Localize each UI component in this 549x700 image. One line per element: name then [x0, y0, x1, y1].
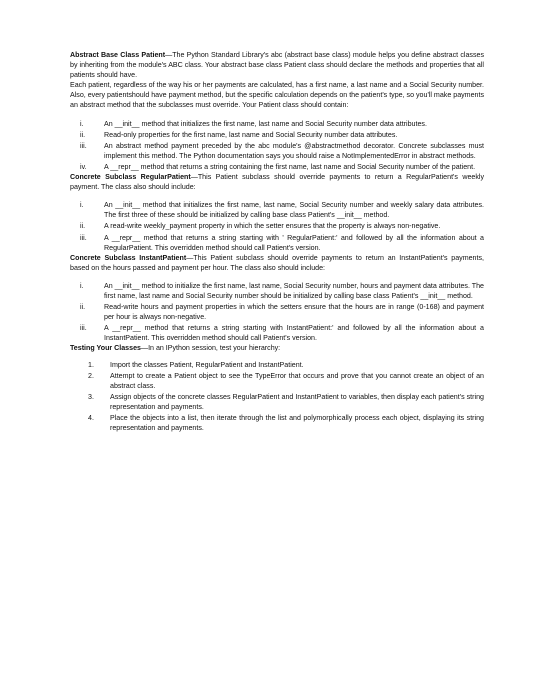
list-item: i. An __init__ method that initializes the first name, last name and Social Security number data attributes.	[80, 119, 427, 128]
instant-intro: Concrete Subclass InstantPatient—This Patient subclass should override payments to return an InstantPatient's payments, based on the hours passed and payment per hour. The class also should include:	[70, 253, 484, 272]
testing-heading: Testing Your Classes	[70, 344, 141, 353]
abstract-list	[70, 119, 484, 172]
list-item: 1. Import the classes Patient, RegularPatient and InstantPatient.	[88, 360, 304, 369]
list-item: iii. A __repr__ method that returns a string starting with InstantPatient:' and followed by all the information about a InstantPatient. This overridden method should call Patient's version.	[80, 324, 484, 343]
regular-text: This Patient subclass should override payments to return a RegularPatient's weekly payment. The class also should include:	[70, 173, 485, 192]
testing-intro: Testing Your Classes—In an IPython session, test your hierarchy:	[70, 344, 281, 353]
instant-text: This Patient subclass should override payments to return an InstantPatient's payments, based on the hours passed and payment per hour. The class also should include:	[70, 253, 484, 272]
list-item: ii. A read-write weekly_payment property in which the setter ensures that the property is always non-negative.	[80, 222, 441, 231]
instant-list	[70, 281, 484, 344]
instant-heading: Concrete Subclass InstantPatient	[70, 253, 187, 262]
list-item: 3. Assign objects of the concrete classes RegularPatient and InstantPatient to variables, then display each patient's string representation and payments.	[88, 392, 484, 411]
testing-list	[76, 360, 484, 434]
list-item: i. An __init__ method that initializes the first name, last name, Social Security number and weekly salary data attributes. The first three of these should be initialized by calling base class Patient's __init__ method.	[80, 201, 484, 220]
list-item: 2. Attempt to create a Patient object to see the TypeError that occurs and prove that you cannot create an object of an abstract class.	[88, 371, 484, 390]
list-item: ii. Read-write hours and payment properties in which the setters ensure that the hours are in range (0-168) and payment per hour is always non-negative.	[80, 303, 484, 322]
testing-text: In an IPython session, test your hierarchy:	[148, 344, 281, 353]
regular-intro: Concrete Subclass RegularPatient—This Patient subclass should override payments to return a RegularPatient's weekly payment. The class also should include:	[70, 173, 485, 192]
list-item: ii. Read-only properties for the first name, last name and Social Security number data attributes.	[80, 130, 398, 139]
list-item: iii. A __repr__ method that returns a string starting with ' RegularPatient:' and followed by all the information about a RegularPatient. This overridden method should call Patient's version.	[80, 233, 484, 252]
abstract-intro: Abstract Base Class Patient—The Python Standard Library's abc (abstract base class) module helps you define abstract classes by inheriting from the module's ABC class. Your abstract base class Patient class should declare the methods and properties that all patients should have.	[70, 51, 485, 80]
list-item: iii. An abstract method payment preceded by the abc module's @abstractmethod decorator. Concrete subclasses must implement this method. The Python documentation says you should raise a NotImplementedError in abstract methods.	[80, 141, 484, 160]
regular-list	[70, 200, 484, 252]
abstract-para2: Each patient, regardless of the way his or her payments are calculated, has a first name, a last name and a Social Security number. Also, every patientshould have payment method, but the specific calculation depends on the patient's type, so you'll make payments an abstract method that the subclasses must override. Your Patient class should contain:	[70, 81, 484, 110]
document-page	[70, 50, 484, 433]
abstract-heading: Abstract Base Class Patient	[70, 51, 166, 59]
list-item: iv. A __repr__ method that returns a string containing the first name, last name and Social Security number of the patient.	[80, 162, 476, 171]
list-item: 4. Place the objects into a list, then iterate through the list and polymorphically process each object, displaying its string representation and payments.	[88, 414, 484, 433]
list-item: i. An __init__ method to initialize the first name, last name, Social Security number, hours and payment data attributes. The first name, last name and Social Security number should be initialized by calling base class Patient's __init__ method.	[80, 281, 484, 300]
abstract-text: The Python Standard Library's abc (abstract base class) module helps you define abstract classes by inheriting from the module's ABC class. Your abstract base class Patient class should declare the methods and properties that all patients should have.	[70, 51, 485, 80]
regular-heading: Concrete Subclass RegularPatient	[70, 173, 191, 182]
